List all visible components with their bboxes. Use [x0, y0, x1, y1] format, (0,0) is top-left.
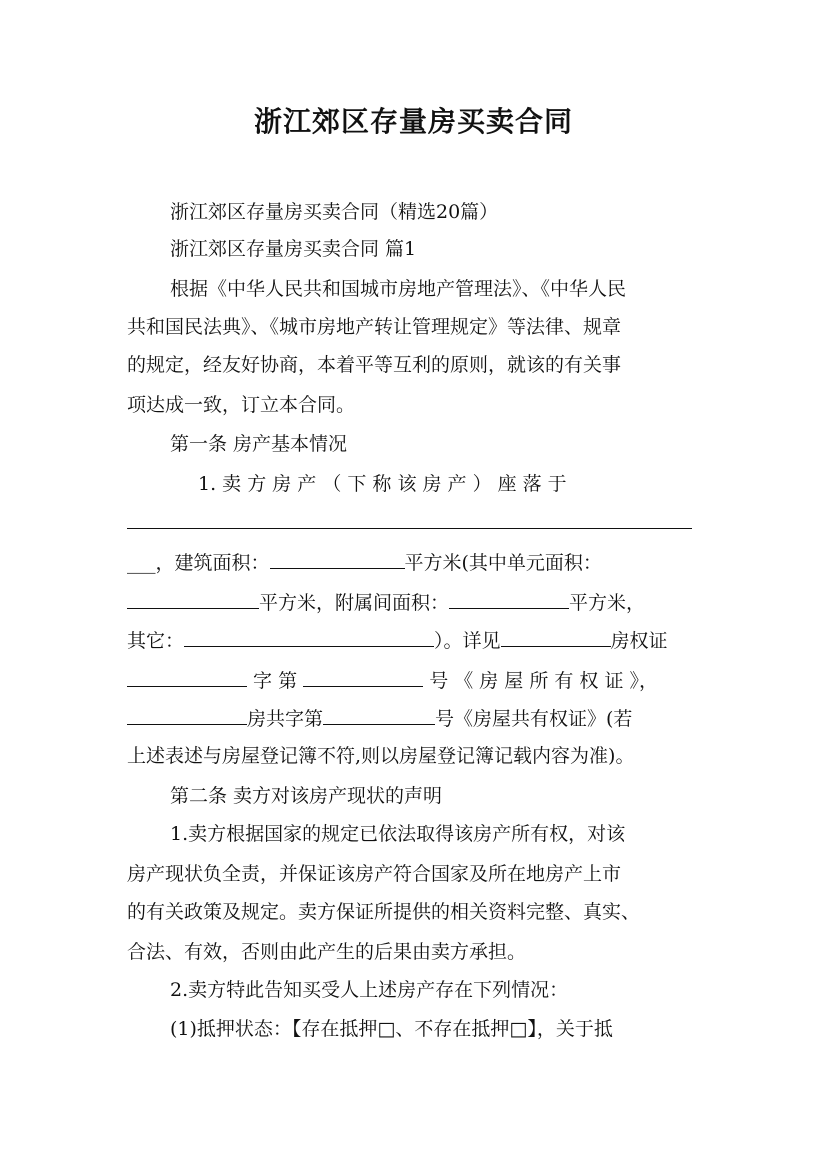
document-title: 浙江郊区存量房买卖合同	[253, 105, 573, 138]
clause-text: 平方米，	[569, 592, 646, 614]
paragraph-line: 2.卖方特此告知买受人上述房产存在下列情况：	[170, 979, 569, 1001]
clause-line	[127, 588, 645, 617]
clause-text: 房共字第	[247, 708, 324, 730]
fill-blank	[449, 588, 569, 609]
paragraph-line: 的规定，经友好协商，本着平等互利的原则，就该的有关事	[127, 354, 622, 376]
fill-blank	[501, 626, 611, 647]
clause-line: 上述表述与房屋登记簿不符,则以房屋登记簿记载内容为准)。	[127, 745, 635, 767]
paragraph-line: (1)抵押状态：【存在抵押□、不存在抵押□】，关于抵	[170, 1018, 613, 1040]
clause-text: 号《房屋共有权证》(若	[435, 708, 633, 730]
fill-blank	[127, 704, 247, 725]
clause-line	[127, 548, 602, 577]
paragraph-line: 合法、有效，否则由此产生的后果由卖方承担。	[127, 941, 527, 963]
paragraph-line: 1.卖方根据国家的规定已依法取得该房产所有权，对该	[170, 823, 626, 845]
clause-line	[127, 626, 668, 655]
fill-blank	[303, 666, 423, 687]
fill-blank	[127, 508, 692, 529]
clause-line	[127, 666, 658, 695]
subtitle-line: 浙江郊区存量房买卖合同（精选20篇）	[170, 201, 499, 223]
fill-blank	[270, 548, 405, 569]
clause-text: 房权证	[610, 630, 668, 652]
clause-text: ___，建筑面积：	[127, 552, 270, 574]
clause-text: 平方米(其中单元面积：	[404, 552, 602, 574]
paragraph-line: 项达成一致，订立本合同。	[127, 394, 356, 416]
paragraph-line: 共和国民法典》、《城市房地产转让管理规定》等法律、规章	[127, 316, 622, 338]
section-heading: 浙江郊区存量房买卖合同 篇1	[170, 238, 417, 260]
fill-blank	[127, 666, 247, 687]
fill-blank	[184, 626, 434, 647]
fill-blank	[127, 588, 259, 609]
clause-line	[127, 704, 632, 733]
paragraph-line: 根据《中华人民共和国城市房地产管理法》、《中华人民	[170, 278, 627, 300]
blank-line	[127, 508, 692, 537]
clause-text: 号 《 房 屋 所 有 权 证 》，	[429, 670, 659, 692]
clause-line: 1. 卖 方 房 产 （ 下 称 该 房 产 ） 座 落 于	[198, 473, 567, 495]
clause-text: ）。详见	[434, 630, 501, 652]
clause-text: 字 第	[253, 670, 298, 692]
article-heading: 第二条 卖方对该房产现状的声明	[170, 785, 443, 807]
clause-text: 平方米，附属间面积：	[259, 592, 450, 614]
fill-blank	[323, 704, 435, 725]
paragraph-line: 的有关政策及规定。卖方保证所提供的相关资料完整、真实、	[127, 901, 641, 923]
paragraph-line: 房产现状负全责，并保证该房产符合国家及所在地房产上市	[127, 863, 622, 885]
article-heading: 第一条 房产基本情况	[170, 433, 348, 455]
clause-text: 其它：	[127, 630, 185, 652]
